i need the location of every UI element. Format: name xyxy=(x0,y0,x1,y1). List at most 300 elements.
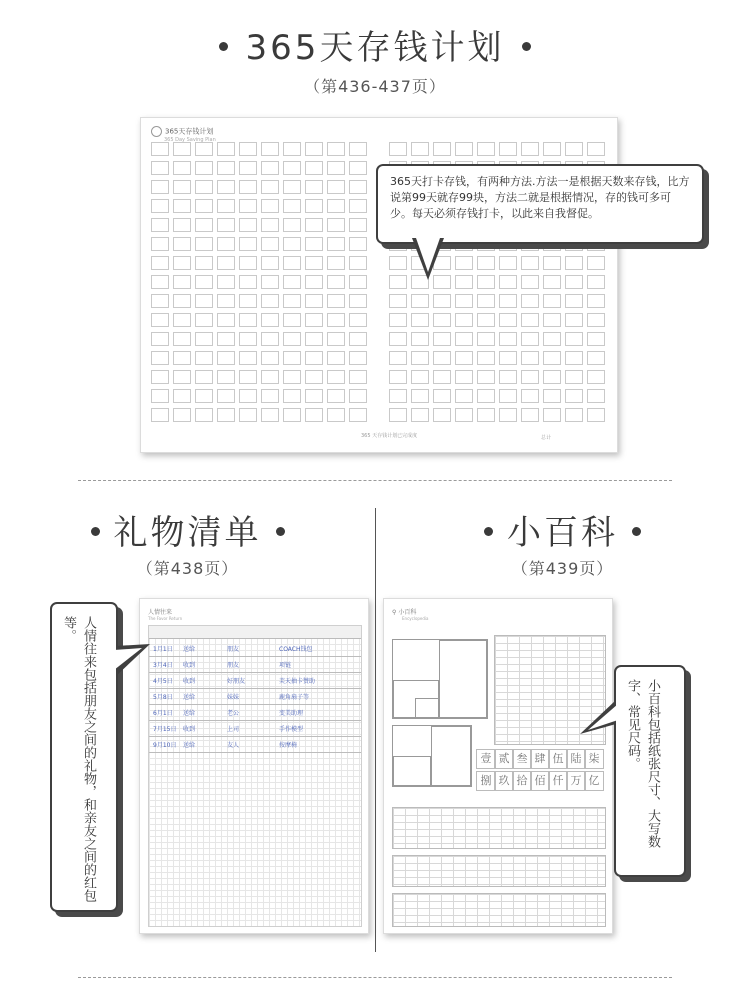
day-cell xyxy=(261,275,279,289)
day-cell xyxy=(217,180,235,194)
gift-cell-who: 朋友 xyxy=(227,646,240,653)
day-cell xyxy=(521,142,539,156)
day-cell xyxy=(173,332,191,346)
gift-list-pages: （第438页） xyxy=(136,559,239,578)
day-cell xyxy=(173,370,191,384)
day-cell xyxy=(327,275,345,289)
day-cell xyxy=(261,161,279,175)
day-cell xyxy=(565,142,583,156)
day-cell xyxy=(389,332,407,346)
day-cell xyxy=(261,313,279,327)
gift-cell-date: 6月1日 xyxy=(153,710,173,717)
day-cell xyxy=(305,161,323,175)
day-cell xyxy=(173,142,191,156)
day-cell xyxy=(411,142,429,156)
bullet-dot-icon xyxy=(219,42,228,51)
day-cell xyxy=(173,389,191,403)
gift-cell-who: 老公 xyxy=(227,710,240,717)
day-cell xyxy=(327,294,345,308)
day-cell xyxy=(587,370,605,384)
day-cell xyxy=(521,408,539,422)
day-cell xyxy=(151,256,169,270)
day-cell xyxy=(283,237,301,251)
planner-footer-note: 365 天存钱计划已完成度 xyxy=(361,433,418,439)
bullet-dot-icon xyxy=(484,527,493,536)
day-cell xyxy=(151,237,169,251)
section-title-saving-plan xyxy=(0,20,750,69)
day-cell xyxy=(173,408,191,422)
gift-list-callout xyxy=(50,602,118,912)
day-cell xyxy=(565,275,583,289)
gift-table-header xyxy=(149,626,361,639)
day-cell xyxy=(217,199,235,213)
day-cell xyxy=(543,408,561,422)
section-title-gift-list xyxy=(0,505,375,554)
day-cell xyxy=(349,294,367,308)
day-cell xyxy=(305,142,323,156)
day-cell xyxy=(349,218,367,232)
day-cell xyxy=(389,408,407,422)
day-cell xyxy=(239,370,257,384)
day-cell xyxy=(587,294,605,308)
day-cell xyxy=(305,199,323,213)
numeral-cell: 捌 xyxy=(476,771,496,791)
day-cell xyxy=(217,218,235,232)
day-cell xyxy=(587,142,605,156)
day-cell xyxy=(305,389,323,403)
day-cell xyxy=(195,199,213,213)
day-cell xyxy=(389,351,407,365)
day-cell xyxy=(239,199,257,213)
day-cell xyxy=(521,370,539,384)
day-cell xyxy=(455,142,473,156)
day-cell xyxy=(389,389,407,403)
day-cell xyxy=(499,408,517,422)
day-cell xyxy=(195,351,213,365)
gift-cell-date: 3月4日 xyxy=(153,662,173,669)
magnifier-icon: ⚲ xyxy=(392,609,397,616)
day-cell xyxy=(477,294,495,308)
day-cell xyxy=(455,370,473,384)
day-cell xyxy=(173,294,191,308)
day-cell xyxy=(195,237,213,251)
bullet-dot-icon xyxy=(632,527,641,536)
numeral-cell: 肆 xyxy=(530,749,550,769)
gift-cell-date: 7月15日 xyxy=(153,726,177,733)
day-cell xyxy=(239,332,257,346)
day-cell xyxy=(283,180,301,194)
day-cell xyxy=(261,142,279,156)
ency-sheet-header xyxy=(392,607,429,621)
table-row xyxy=(149,720,361,737)
day-cell xyxy=(477,351,495,365)
day-cell xyxy=(349,199,367,213)
table-row xyxy=(149,672,361,689)
gift-cell-item: 手作模型 xyxy=(279,726,304,733)
day-cell xyxy=(587,313,605,327)
gift-cell-item: 变美助理 xyxy=(279,710,304,717)
day-cell xyxy=(283,142,301,156)
day-cell xyxy=(389,142,407,156)
day-cell xyxy=(455,389,473,403)
day-cell xyxy=(173,313,191,327)
day-cell xyxy=(305,237,323,251)
numeral-cell: 亿 xyxy=(584,771,604,791)
day-cell xyxy=(327,161,345,175)
day-cell xyxy=(327,180,345,194)
day-cell xyxy=(239,142,257,156)
day-cell xyxy=(565,313,583,327)
day-cell xyxy=(217,408,235,422)
gift-cell-type: 送给 xyxy=(183,694,196,701)
day-cell xyxy=(305,370,323,384)
day-cell xyxy=(349,351,367,365)
day-cell xyxy=(283,161,301,175)
planner-footer-total: 总计 xyxy=(541,435,552,441)
gift-cell-date: 9月10日 xyxy=(153,742,177,749)
day-cell xyxy=(327,389,345,403)
gift-cell-who: 好朋友 xyxy=(227,678,246,685)
day-cell xyxy=(261,389,279,403)
day-cell xyxy=(239,294,257,308)
paper-size-diagram-b xyxy=(392,725,472,787)
planner-header-title: 365天存钱计划 xyxy=(165,127,214,136)
day-cell xyxy=(543,370,561,384)
size-table-2 xyxy=(392,855,606,887)
day-cell xyxy=(195,275,213,289)
day-cell xyxy=(151,408,169,422)
gift-cell-date: 1月1日 xyxy=(153,646,173,653)
saving-plan-callout-text: 365天打卡存钱，有两种方法.方法一是根据天数来存钱，比方说第99天就存99块，方法二就是根据情况，存的钱可多可少。每天必须存钱打卡，以此来自我督促。 xyxy=(390,175,690,220)
day-cell xyxy=(217,351,235,365)
day-cell xyxy=(283,275,301,289)
gift-list-sheet xyxy=(139,598,369,934)
day-cell xyxy=(499,332,517,346)
day-cell xyxy=(433,142,451,156)
numeral-cell: 拾 xyxy=(512,771,532,791)
day-cell xyxy=(217,275,235,289)
day-cell xyxy=(477,389,495,403)
day-cell xyxy=(349,256,367,270)
gift-cell-date: 5月8日 xyxy=(153,694,173,701)
day-cell xyxy=(349,389,367,403)
day-cell xyxy=(521,389,539,403)
gift-cell-item: 按摩椅 xyxy=(279,742,298,749)
day-cell xyxy=(499,313,517,327)
day-cell xyxy=(173,256,191,270)
day-cell xyxy=(195,218,213,232)
day-cell xyxy=(305,275,323,289)
gift-cell-who: 友人 xyxy=(227,742,240,749)
gift-cell-type: 收到 xyxy=(183,678,196,685)
day-cell xyxy=(411,351,429,365)
callout-pointer-icon xyxy=(578,694,618,744)
day-cell xyxy=(411,389,429,403)
gift-cell-type: 收到 xyxy=(183,726,196,733)
day-cell xyxy=(195,294,213,308)
paper-box-b1 xyxy=(431,726,471,786)
day-cell xyxy=(195,370,213,384)
day-cell xyxy=(151,142,169,156)
day-cell xyxy=(521,351,539,365)
day-cell xyxy=(261,351,279,365)
day-cell xyxy=(239,161,257,175)
day-cell xyxy=(283,313,301,327)
day-cell xyxy=(565,389,583,403)
day-cell xyxy=(543,256,561,270)
encyclopedia-callout xyxy=(614,665,686,877)
day-cell xyxy=(327,256,345,270)
day-cell xyxy=(543,313,561,327)
gift-table xyxy=(148,625,362,927)
day-cell xyxy=(327,218,345,232)
day-cell xyxy=(565,294,583,308)
day-cell xyxy=(565,370,583,384)
day-cell xyxy=(499,389,517,403)
day-cell xyxy=(151,370,169,384)
day-cell xyxy=(349,370,367,384)
day-cell xyxy=(477,370,495,384)
day-cell xyxy=(173,237,191,251)
day-cell xyxy=(239,256,257,270)
day-cell xyxy=(305,313,323,327)
callout-pointer-icon xyxy=(114,636,154,686)
numeral-cell: 万 xyxy=(566,771,586,791)
day-cell xyxy=(195,332,213,346)
gift-cell-type: 送给 xyxy=(183,646,196,653)
day-cell xyxy=(305,218,323,232)
day-cell xyxy=(283,294,301,308)
day-cell xyxy=(543,389,561,403)
day-cell xyxy=(261,408,279,422)
day-cell xyxy=(217,142,235,156)
gift-cell-item: 鹿角扇子等 xyxy=(279,694,310,701)
table-row xyxy=(149,640,361,657)
day-cell xyxy=(433,370,451,384)
gift-cell-who: 上司 xyxy=(227,726,240,733)
numeral-cell: 贰 xyxy=(494,749,514,769)
day-cell xyxy=(499,142,517,156)
day-cell xyxy=(195,389,213,403)
day-cell xyxy=(173,199,191,213)
day-cell xyxy=(587,408,605,422)
gift-cell-type: 送给 xyxy=(183,742,196,749)
day-cell xyxy=(587,256,605,270)
day-cell xyxy=(283,408,301,422)
day-cell xyxy=(433,389,451,403)
day-cell xyxy=(283,332,301,346)
encyclopedia-pages: （第439页） xyxy=(511,559,614,578)
day-cell xyxy=(261,256,279,270)
day-cell xyxy=(433,294,451,308)
day-cell xyxy=(433,332,451,346)
day-cell xyxy=(477,408,495,422)
day-cell xyxy=(433,351,451,365)
day-cell xyxy=(477,275,495,289)
day-cell xyxy=(389,313,407,327)
day-cell xyxy=(305,180,323,194)
day-cell xyxy=(195,256,213,270)
gift-sheet-header xyxy=(148,607,182,621)
gift-list-callout-text: 人情往来包括朋友之间的礼物，和亲友之间的红包等。 xyxy=(61,616,96,902)
numeral-cell: 玖 xyxy=(494,771,514,791)
day-cell xyxy=(261,370,279,384)
day-cell xyxy=(217,161,235,175)
day-cell xyxy=(261,332,279,346)
day-cell xyxy=(455,351,473,365)
day-cell xyxy=(411,370,429,384)
day-cell xyxy=(305,256,323,270)
day-cell xyxy=(349,161,367,175)
encyclopedia-callout-text: 小百科包括纸张尺寸、大写数字、常见尺码。 xyxy=(625,679,660,848)
day-cell xyxy=(477,313,495,327)
day-cell xyxy=(389,370,407,384)
day-cell xyxy=(239,237,257,251)
day-cell xyxy=(455,294,473,308)
ency-sheet-title: 小百科 xyxy=(398,609,417,616)
day-cell xyxy=(349,237,367,251)
gift-cell-type: 送给 xyxy=(183,710,196,717)
gift-cell-date: 4月5日 xyxy=(153,678,173,685)
day-cell xyxy=(283,218,301,232)
day-cell xyxy=(521,294,539,308)
day-cell xyxy=(151,313,169,327)
day-cell xyxy=(565,332,583,346)
numeral-cell: 仟 xyxy=(548,771,568,791)
day-cell xyxy=(565,256,583,270)
numeral-cell: 伍 xyxy=(548,749,568,769)
day-cell xyxy=(217,370,235,384)
day-cell xyxy=(499,370,517,384)
numeral-cell: 陆 xyxy=(566,749,586,769)
day-cell xyxy=(283,199,301,213)
gift-list-title: 礼物清单 xyxy=(113,513,262,553)
day-cell xyxy=(327,332,345,346)
day-cell xyxy=(239,408,257,422)
numeral-cell: 壹 xyxy=(476,749,496,769)
day-cell xyxy=(521,313,539,327)
day-cell xyxy=(455,332,473,346)
day-cell xyxy=(305,408,323,422)
day-cell xyxy=(283,389,301,403)
day-cell xyxy=(477,142,495,156)
saving-plan-pages: （第436-437页） xyxy=(304,77,446,96)
day-cell xyxy=(349,408,367,422)
day-cell xyxy=(195,180,213,194)
day-cell xyxy=(239,218,257,232)
dashed-divider-bottom xyxy=(78,977,672,978)
day-cell xyxy=(151,161,169,175)
size-table-1 xyxy=(392,807,606,849)
day-cell xyxy=(499,294,517,308)
day-cell xyxy=(195,313,213,327)
numeral-cell: 佰 xyxy=(530,771,550,791)
gift-cell-who: 妹妹 xyxy=(227,694,240,701)
gift-sheet-subtitle: The Favor Return xyxy=(148,616,183,621)
day-cell xyxy=(433,313,451,327)
day-cell xyxy=(151,389,169,403)
day-cell xyxy=(217,389,235,403)
day-cell xyxy=(195,408,213,422)
table-row xyxy=(149,656,361,673)
paper-box-b2 xyxy=(393,756,431,786)
bullet-dot-icon xyxy=(522,42,531,51)
day-cell xyxy=(217,313,235,327)
day-cell xyxy=(305,351,323,365)
day-cell xyxy=(239,389,257,403)
day-cell xyxy=(261,199,279,213)
day-cell xyxy=(151,275,169,289)
ency-sheet-subtitle: Encyclopedia xyxy=(402,616,429,621)
day-cell xyxy=(239,180,257,194)
planner-logo-icon xyxy=(151,126,162,137)
day-cell xyxy=(455,313,473,327)
day-cell xyxy=(587,332,605,346)
day-cell xyxy=(477,256,495,270)
day-cell xyxy=(327,313,345,327)
day-cell xyxy=(455,408,473,422)
gift-cell-item: COACH钱包 xyxy=(279,646,313,653)
day-cell xyxy=(217,332,235,346)
day-cell xyxy=(521,332,539,346)
day-cell xyxy=(151,351,169,365)
day-cell xyxy=(151,180,169,194)
day-cell xyxy=(327,370,345,384)
day-cell xyxy=(587,351,605,365)
day-cell xyxy=(239,313,257,327)
day-cell xyxy=(173,351,191,365)
day-cell xyxy=(283,351,301,365)
day-cell xyxy=(565,351,583,365)
paper-box-a1 xyxy=(439,640,487,718)
day-cell xyxy=(411,313,429,327)
bullet-dot-icon xyxy=(91,527,100,536)
day-cell xyxy=(217,256,235,270)
bullet-dot-icon xyxy=(276,527,285,536)
day-cell xyxy=(411,408,429,422)
gift-cell-type: 收到 xyxy=(183,662,196,669)
vertical-divider xyxy=(375,508,376,952)
gift-cell-item: 项链 xyxy=(279,662,292,669)
day-cell xyxy=(521,275,539,289)
day-cell xyxy=(349,142,367,156)
day-cell xyxy=(565,408,583,422)
day-cell xyxy=(477,332,495,346)
day-cell xyxy=(305,294,323,308)
day-cell xyxy=(151,294,169,308)
day-cell xyxy=(217,294,235,308)
day-cell xyxy=(349,313,367,327)
day-cell xyxy=(543,275,561,289)
encyclopedia-sheet xyxy=(383,598,613,934)
day-cell xyxy=(411,332,429,346)
day-cell xyxy=(173,275,191,289)
encyclopedia-title: 小百科 xyxy=(507,513,618,553)
day-cell xyxy=(543,351,561,365)
day-cell xyxy=(261,180,279,194)
day-cell xyxy=(521,256,539,270)
numeral-cell: 柒 xyxy=(584,749,604,769)
numeral-cell: 叁 xyxy=(512,749,532,769)
size-table-3 xyxy=(392,893,606,927)
day-cell xyxy=(305,332,323,346)
day-cell xyxy=(173,161,191,175)
callout-pointer-icon xyxy=(400,236,460,284)
day-cell xyxy=(261,237,279,251)
day-cell xyxy=(499,351,517,365)
gift-cell-item: 芙天抽卡赞助 xyxy=(279,678,316,685)
day-cell xyxy=(327,351,345,365)
